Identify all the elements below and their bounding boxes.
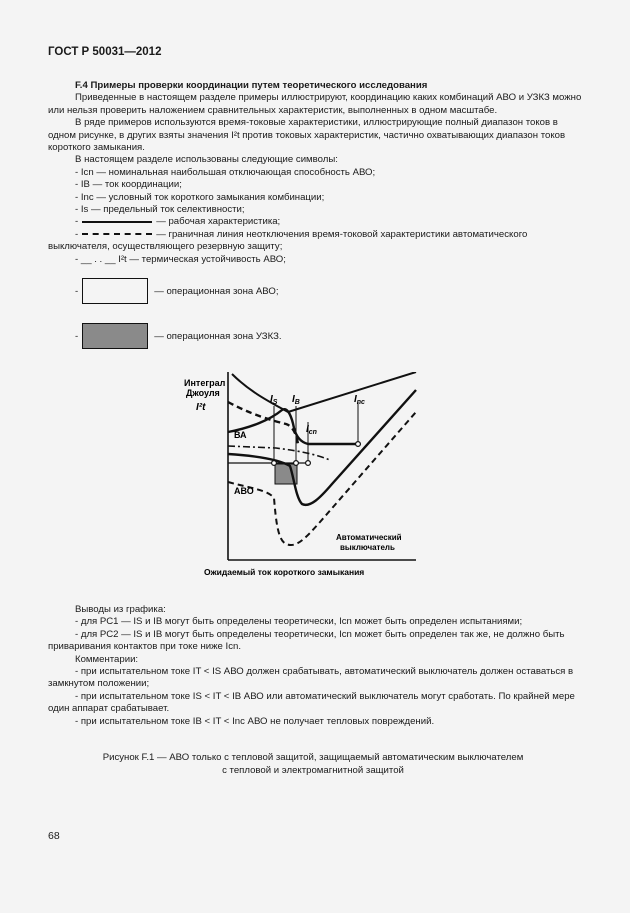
ib-label: $I_B$ [292, 394, 300, 406]
symbol-is: - Is — предельный ток селективности; [75, 204, 245, 216]
coordination-figure [170, 372, 430, 582]
ba-work-curve [228, 409, 358, 444]
caption-line-1: Рисунок F.1 — АВО только с тепловой защитой, защищаемый автоматическим выключателем [102, 752, 524, 763]
symbol-ib: - IB — ток координации; [75, 179, 182, 191]
symbol-icn: - Icn — номинальная наибольшая отключающая способность АВО; [75, 166, 376, 178]
figure-caption [48, 752, 578, 777]
document-header: ГОСТ Р 50031—2012 [48, 46, 162, 58]
avo-label: АВО [234, 486, 254, 496]
is-label: $I_S$ [270, 394, 278, 406]
conclusion-1: - для РС1 — IS и IB могут быть определены теоретически, Icn может быть определен испытаниями; [75, 616, 523, 628]
conclusion-2: - для РС2 — IS и IB могут быть определены теоретически, Icn может быть определен так же, не должно быть приваривания контактов при токе ниже Icn. [48, 628, 565, 653]
breaker-label-1: Автоматический [336, 533, 402, 542]
icn-marker [306, 461, 311, 466]
paragraph-2: В ряде примеров используются время-токовые характеристики, иллюстрирующие полный диапазон токов в одном рисунке, в других взяты значения I²t против токовых характеристик, частично охватывающих диапазон токов короткого замыкания. [48, 117, 566, 154]
breaker-label-2: выключатель [340, 543, 395, 552]
comments-title: Комментарии: [75, 653, 139, 665]
conclusions [48, 604, 588, 728]
inc-label: $I_{nc}$ [354, 394, 365, 406]
grey-box-sample [82, 323, 148, 349]
avo-outer-curve [232, 372, 416, 412]
comment-1: - при испытательном токе IT < IS АВО должен срабатывать, автоматический выключатель должен оставаться в замкнутом положении; [48, 666, 574, 690]
inc-marker [356, 442, 361, 447]
lower-boundary-curve [228, 412, 416, 545]
section-text [48, 80, 588, 266]
is-marker [272, 461, 277, 466]
y-axis-label-3: I²t [196, 402, 206, 413]
legend-zone-avo: - — операционная зона АВО; [75, 278, 279, 304]
dashed-line-sample [82, 233, 152, 235]
white-box-sample [82, 278, 148, 304]
legend-work-line: - — рабочая характеристика; [75, 216, 281, 228]
thermal-curve [228, 446, 330, 460]
solid-line-sample [82, 221, 152, 223]
x-axis-label: Ожидаемый ток короткого замыкания [204, 567, 365, 577]
ba-label: ВА [234, 430, 247, 440]
legend-zone-uzkz: - — операционная зона УЗКЗ. [75, 323, 282, 349]
paragraph-1: Приведенные в настоящем разделе примеры иллюстрируют, координацию каких комбинаций АВО и УЗКЗ можно или нельзя проверить наложением сравнительных характеристик, выполненных в одном масштабе. [48, 92, 582, 116]
section-title: F.4 Примеры проверки координации путем теоретического исследования [75, 80, 428, 91]
legend-boundary-line: - — граничная линия неотключения время-токовой характеристики автоматического выключателя, осуществляющего резервную защиту; [48, 228, 528, 253]
comment-3: - при испытательном токе IB < IT < Inc АВО не получает тепловых повреждений. [75, 715, 435, 727]
comment-2: - при испытательном токе IS < IT < IB АВО или автоматический выключатель могут сработать. По крайней мере один аппарат срабатывает. [48, 690, 575, 715]
legend-thermal-line: - __ . . __ I²t — термическая устойчивость АВО; [75, 253, 286, 265]
avo-work-curve [228, 390, 416, 505]
symbol-inc: - Inc — условный ток короткого замыкания комбинации; [75, 191, 325, 203]
caption-line-2: с тепловой и электромагнитной защитой [222, 764, 404, 776]
conclusions-title: Выводы из графика: [75, 604, 166, 615]
paragraph-3: В настоящем разделе использованы следующие символы: [75, 154, 338, 166]
y-axis-label-1: Интеграл [184, 378, 226, 388]
icn-label: $I_{cn}$ [306, 424, 317, 436]
y-axis-label-2: Джоуля [186, 388, 220, 398]
page-number: 68 [48, 830, 60, 842]
ib-marker [294, 461, 299, 466]
